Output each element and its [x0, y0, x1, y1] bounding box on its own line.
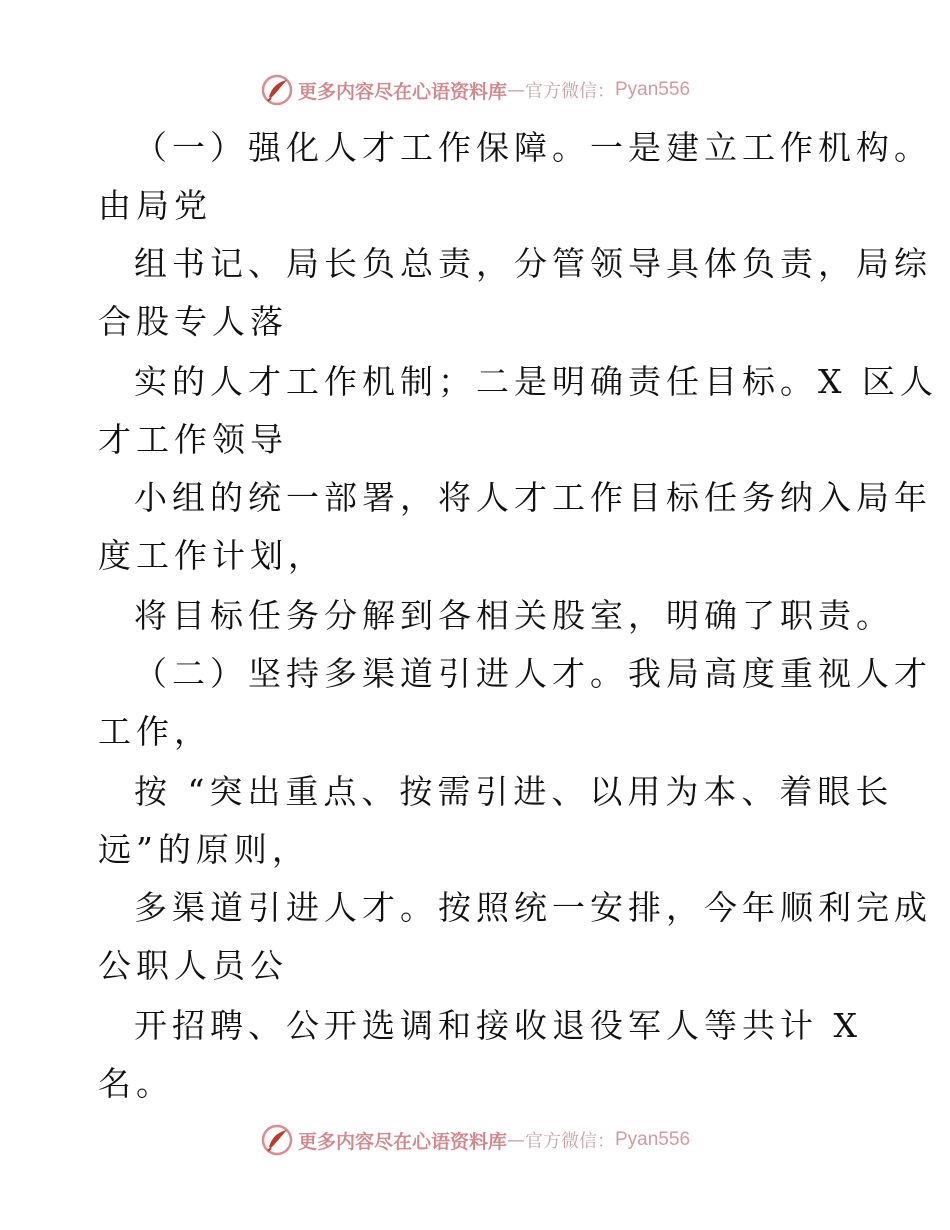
- body-line: 多渠道引进人才。按照统一安排，今年顺利完成: [134, 888, 932, 927]
- header-banner-separator: —: [507, 79, 525, 101]
- body-line: 度工作计划，: [98, 536, 326, 575]
- body-line: 远”的原则，: [98, 830, 310, 869]
- body-line: 合股专人落: [98, 302, 288, 341]
- footer-watermark-banner: [0, 1120, 950, 1160]
- body-line: 将目标任务分解到各相关股室，明确了职责。: [134, 596, 894, 635]
- header-banner-text: 更多内容尽在心语资料库: [297, 80, 507, 103]
- header-banner-wechat-id: Pyan556: [615, 79, 691, 100]
- body-line: 实的人才工作机制；二是明确责任目标。X 区人: [134, 362, 938, 401]
- body-line: 小组的统一部署，将人才工作目标任务纳入局年: [134, 478, 932, 517]
- body-line: 公职人员公: [98, 946, 288, 985]
- body-line: 才工作领导: [98, 420, 288, 459]
- body-line: 工作，: [98, 712, 212, 751]
- footer-banner-text: 更多内容尽在心语资料库: [297, 1130, 507, 1153]
- body-line: 按 “突出重点、按需引进、以用为本、着眼长: [134, 772, 894, 811]
- body-line: 由局党: [98, 186, 212, 225]
- body-line: （一）强化人才工作保障。一是建立工作机构。: [134, 128, 932, 167]
- footer-banner-separator: —: [507, 1129, 525, 1151]
- body-line: （二）坚持多渠道引进人才。我局高度重视人才: [134, 654, 932, 693]
- footer-banner-wechat-id: Pyan556: [615, 1129, 691, 1150]
- body-line: 名。: [98, 1064, 174, 1103]
- header-banner-wechat-label: 官方微信：: [525, 81, 615, 102]
- body-line: 开招聘、公开选调和接收退役军人等共计 X: [134, 1006, 862, 1045]
- footer-banner-wechat-label: 官方微信：: [525, 1131, 615, 1152]
- pen-logo-icon: [260, 1123, 294, 1157]
- body-line: 组书记、局长负总责，分管领导具体负责，局综: [134, 244, 932, 283]
